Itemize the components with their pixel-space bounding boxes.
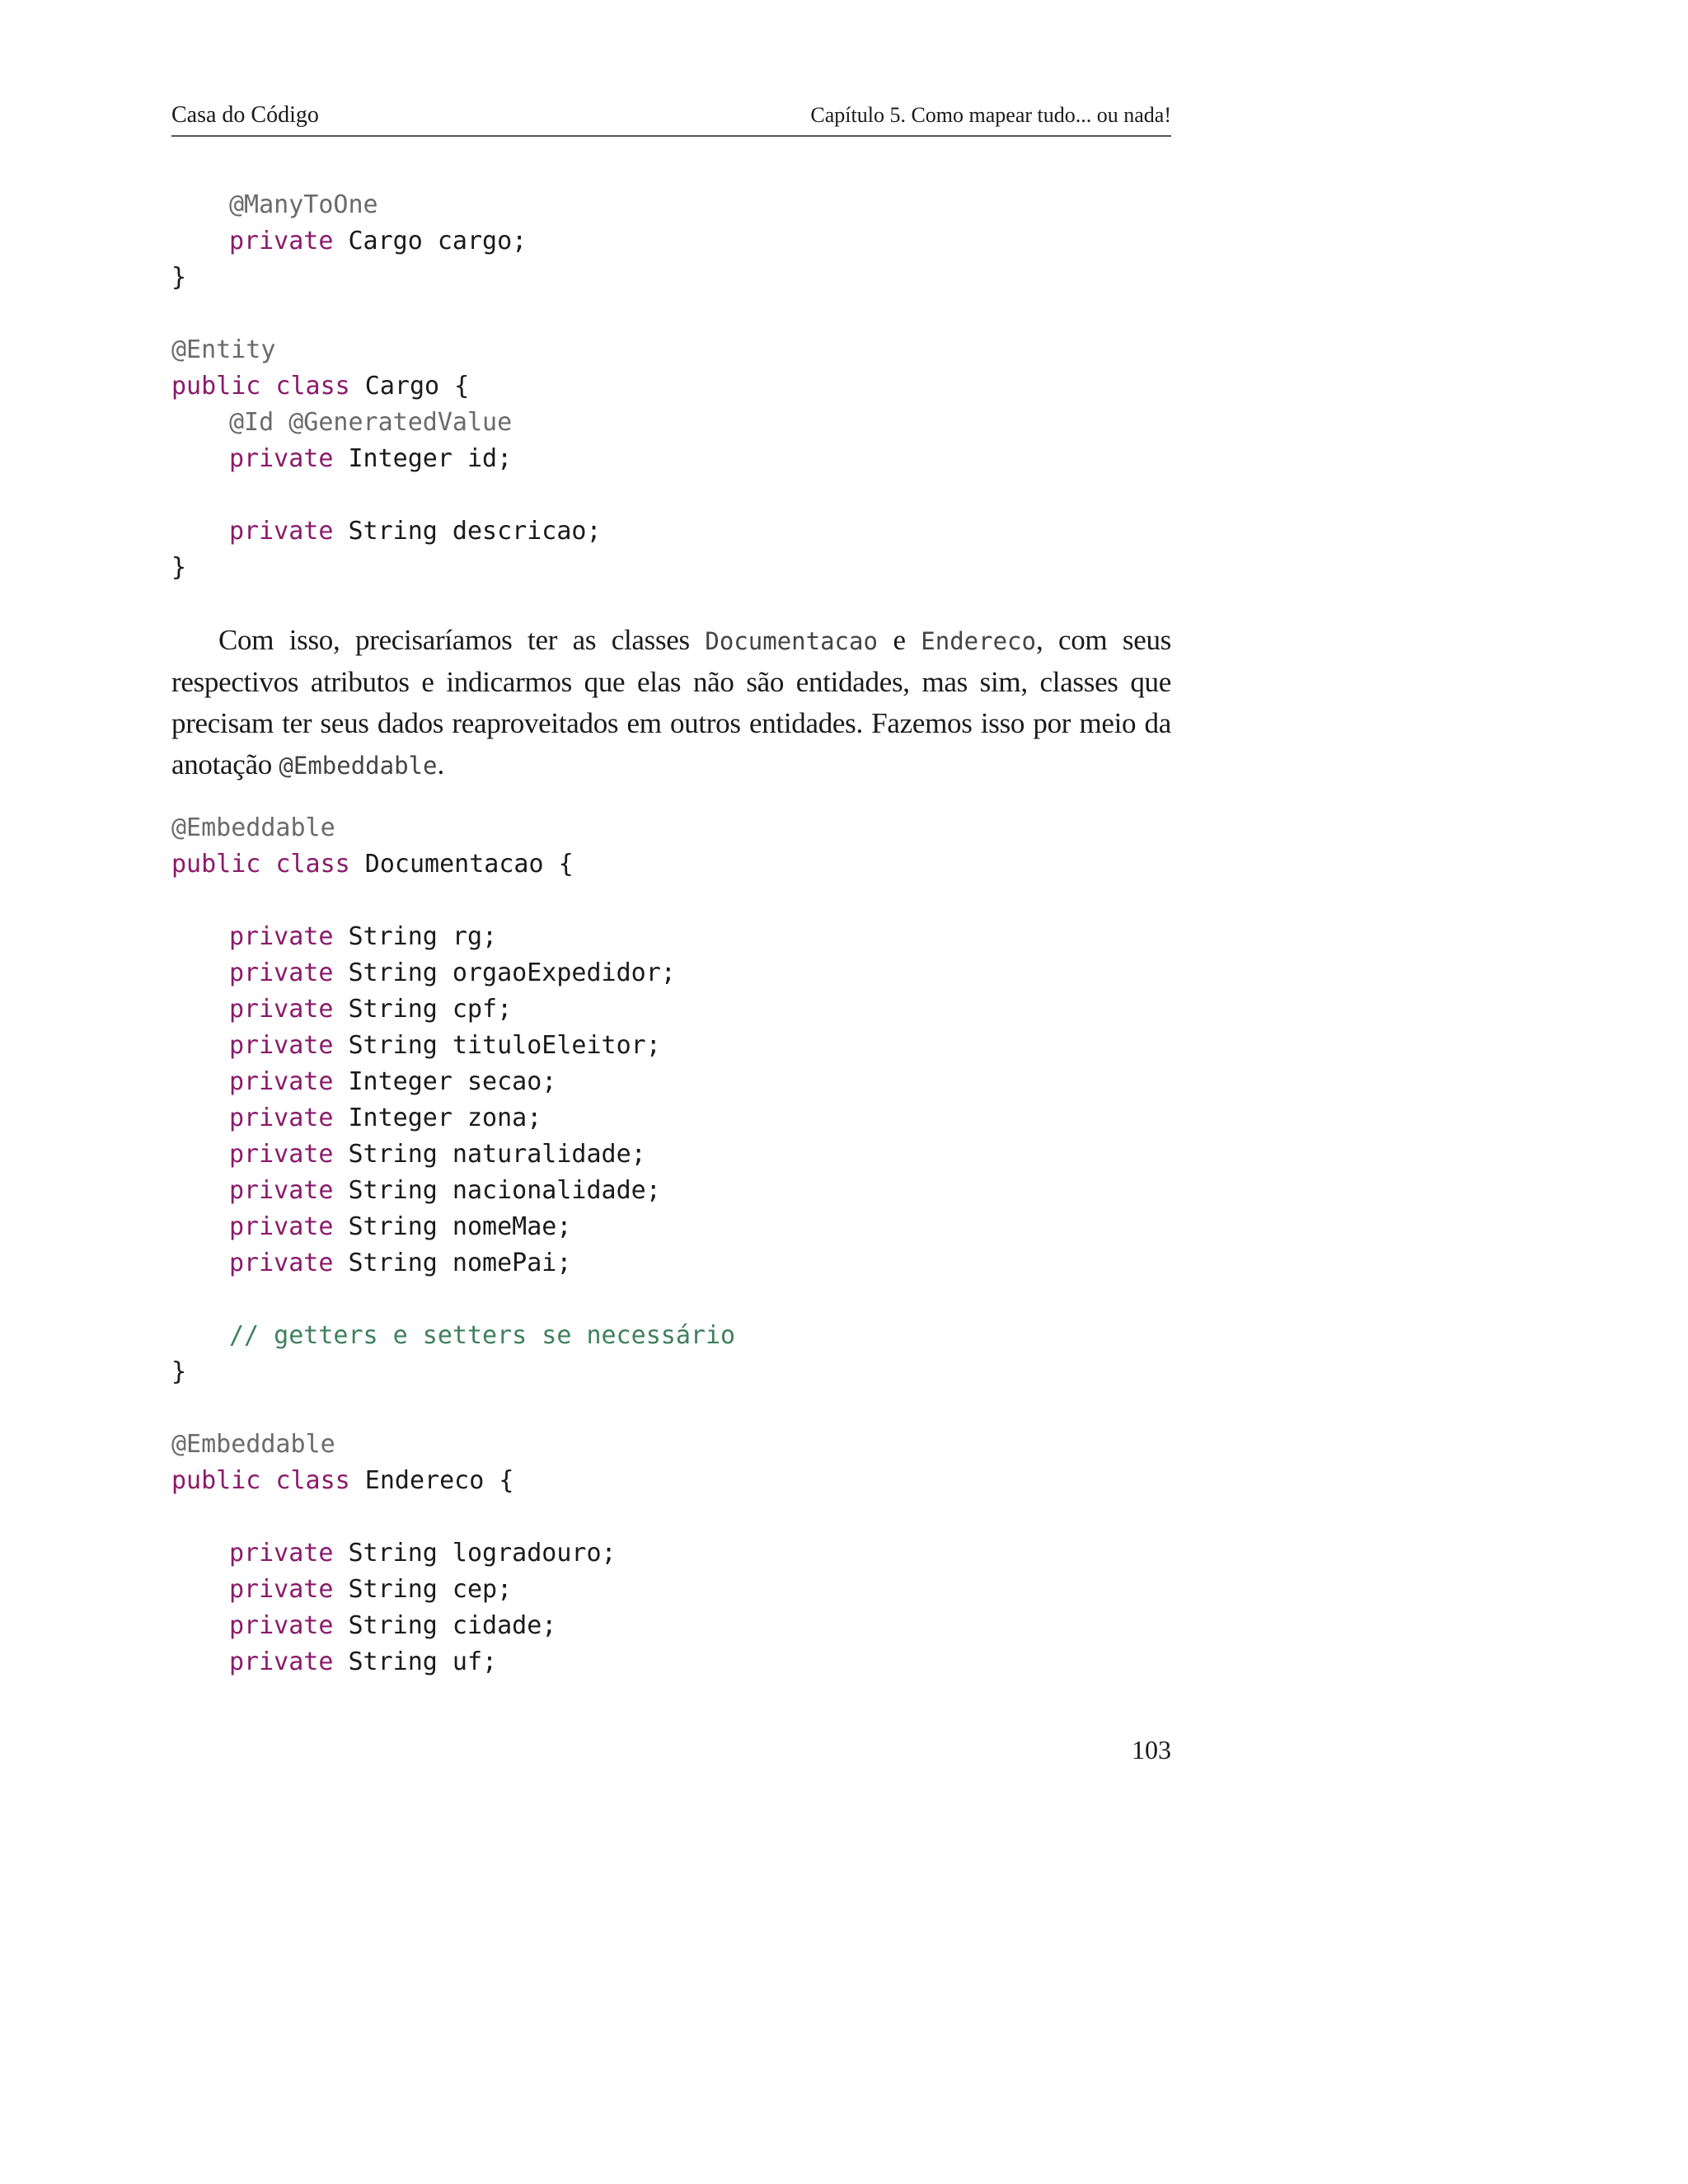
code-text: String cep; bbox=[333, 1575, 513, 1604]
code-text bbox=[260, 850, 275, 879]
code-keyword: private bbox=[229, 1575, 334, 1604]
code-keyword: public bbox=[171, 850, 261, 879]
book-title: Casa do Código bbox=[171, 102, 319, 128]
code-keyword: public bbox=[171, 372, 261, 401]
code-line bbox=[171, 1100, 735, 1137]
code-line bbox=[171, 513, 602, 550]
code-annotation: @ManyToOne bbox=[229, 190, 378, 219]
code-text: } bbox=[171, 263, 187, 292]
code-keyword: private bbox=[229, 1176, 334, 1205]
chapter-title: Capítulo 5. Como mapear tudo... ou nada! bbox=[810, 103, 1171, 127]
code-keyword: class bbox=[275, 850, 350, 879]
code-line bbox=[171, 1245, 735, 1282]
code-line bbox=[171, 1064, 735, 1100]
paragraph-text-1: Com isso, precisaríamos ter as classes bbox=[218, 624, 706, 656]
code-text bbox=[260, 372, 275, 401]
code-keyword: private bbox=[229, 1611, 334, 1640]
code-keyword: private bbox=[229, 517, 334, 546]
inline-code-embeddable: @Embeddable bbox=[279, 752, 438, 780]
code-line bbox=[171, 955, 735, 991]
code-line bbox=[171, 1282, 735, 1318]
running-header bbox=[171, 99, 1171, 137]
code-line bbox=[171, 332, 602, 368]
code-text bbox=[260, 1466, 275, 1495]
code-text: Cargo { bbox=[349, 372, 470, 401]
code-line bbox=[171, 1535, 735, 1572]
code-line bbox=[171, 368, 602, 405]
code-text: Endereco { bbox=[349, 1466, 514, 1495]
code-text: String uf; bbox=[333, 1647, 498, 1676]
code-keyword: private bbox=[229, 1539, 334, 1568]
code-line bbox=[171, 223, 602, 260]
code-text: Integer secao; bbox=[333, 1067, 557, 1096]
code-text: String descricao; bbox=[333, 517, 602, 546]
code-annotation: @Entity bbox=[171, 335, 276, 364]
code-keyword: private bbox=[229, 1647, 334, 1676]
code-text: String nacionalidade; bbox=[333, 1176, 661, 1205]
code-line bbox=[171, 810, 735, 846]
code-keyword: private bbox=[229, 1249, 334, 1277]
code-line bbox=[171, 550, 602, 586]
code-line bbox=[171, 1644, 735, 1680]
code-line bbox=[171, 1209, 735, 1245]
paragraph-text-4: . bbox=[437, 748, 444, 780]
code-keyword: private bbox=[229, 1212, 334, 1241]
code-keyword: private bbox=[229, 1067, 334, 1096]
code-text: Cargo cargo; bbox=[333, 227, 528, 255]
code-block-embeddables bbox=[171, 810, 735, 1680]
code-line bbox=[171, 1572, 735, 1608]
code-text: String cidade; bbox=[333, 1611, 557, 1640]
code-text: String orgaoExpedidor; bbox=[333, 958, 676, 987]
code-block-cargo bbox=[171, 187, 602, 586]
code-text: String nomePai; bbox=[333, 1249, 572, 1277]
code-text: } bbox=[171, 1357, 187, 1386]
code-keyword: class bbox=[275, 372, 350, 401]
code-line bbox=[171, 260, 602, 296]
code-line bbox=[171, 296, 602, 332]
body-paragraph bbox=[171, 620, 1171, 786]
code-line bbox=[171, 919, 735, 955]
code-line bbox=[171, 846, 735, 883]
code-text: Integer id; bbox=[333, 444, 513, 473]
code-line bbox=[171, 477, 602, 513]
code-annotation: @Id @GeneratedValue bbox=[229, 408, 513, 437]
code-keyword: private bbox=[229, 444, 334, 473]
code-text: String logradouro; bbox=[333, 1539, 617, 1568]
code-line bbox=[171, 1499, 735, 1535]
code-line bbox=[171, 1390, 735, 1427]
code-line bbox=[171, 1354, 735, 1390]
page-number: 103 bbox=[1132, 1735, 1171, 1765]
code-keyword: private bbox=[229, 1031, 334, 1060]
code-line bbox=[171, 1028, 735, 1064]
code-line bbox=[171, 441, 602, 477]
code-keyword: class bbox=[275, 1466, 350, 1495]
code-text: String tituloEleitor; bbox=[333, 1031, 661, 1060]
code-keyword: private bbox=[229, 1140, 334, 1169]
code-annotation: @Embeddable bbox=[171, 813, 335, 842]
code-line bbox=[171, 1318, 735, 1354]
code-comment: // getters e setters se necessário bbox=[229, 1321, 736, 1350]
code-keyword: private bbox=[229, 995, 334, 1024]
code-line bbox=[171, 187, 602, 223]
code-text: String naturalidade; bbox=[333, 1140, 646, 1169]
code-annotation: @Embeddable bbox=[171, 1430, 335, 1459]
code-keyword: private bbox=[229, 227, 334, 255]
code-keyword: private bbox=[229, 1104, 334, 1132]
code-text: String rg; bbox=[333, 922, 498, 951]
code-line bbox=[171, 883, 735, 919]
paragraph-text-2: e bbox=[877, 624, 921, 656]
paragraph-text-3: , com seus respectivos atributos e indicarmos que elas não são entidades, mas sim, classes que precisam ter seus dados reaproveitados em outros entidades. Fazemos isso por meio da anotação bbox=[171, 624, 1171, 780]
code-text: String nomeMae; bbox=[333, 1212, 572, 1241]
code-line bbox=[171, 405, 602, 441]
code-line bbox=[171, 1463, 735, 1499]
code-keyword: private bbox=[229, 958, 334, 987]
code-line bbox=[171, 1608, 735, 1644]
code-text: } bbox=[171, 553, 187, 582]
code-line bbox=[171, 991, 735, 1028]
code-text: Documentacao { bbox=[349, 850, 574, 879]
code-text: String cpf; bbox=[333, 995, 513, 1024]
code-line bbox=[171, 1173, 735, 1209]
code-line bbox=[171, 1137, 735, 1173]
code-text: Integer zona; bbox=[333, 1104, 542, 1132]
inline-code-documentacao: Documentacao bbox=[705, 627, 878, 655]
code-keyword: public bbox=[171, 1466, 261, 1495]
inline-code-endereco: Endereco bbox=[921, 627, 1036, 655]
code-line bbox=[171, 1427, 735, 1463]
code-keyword: private bbox=[229, 922, 334, 951]
